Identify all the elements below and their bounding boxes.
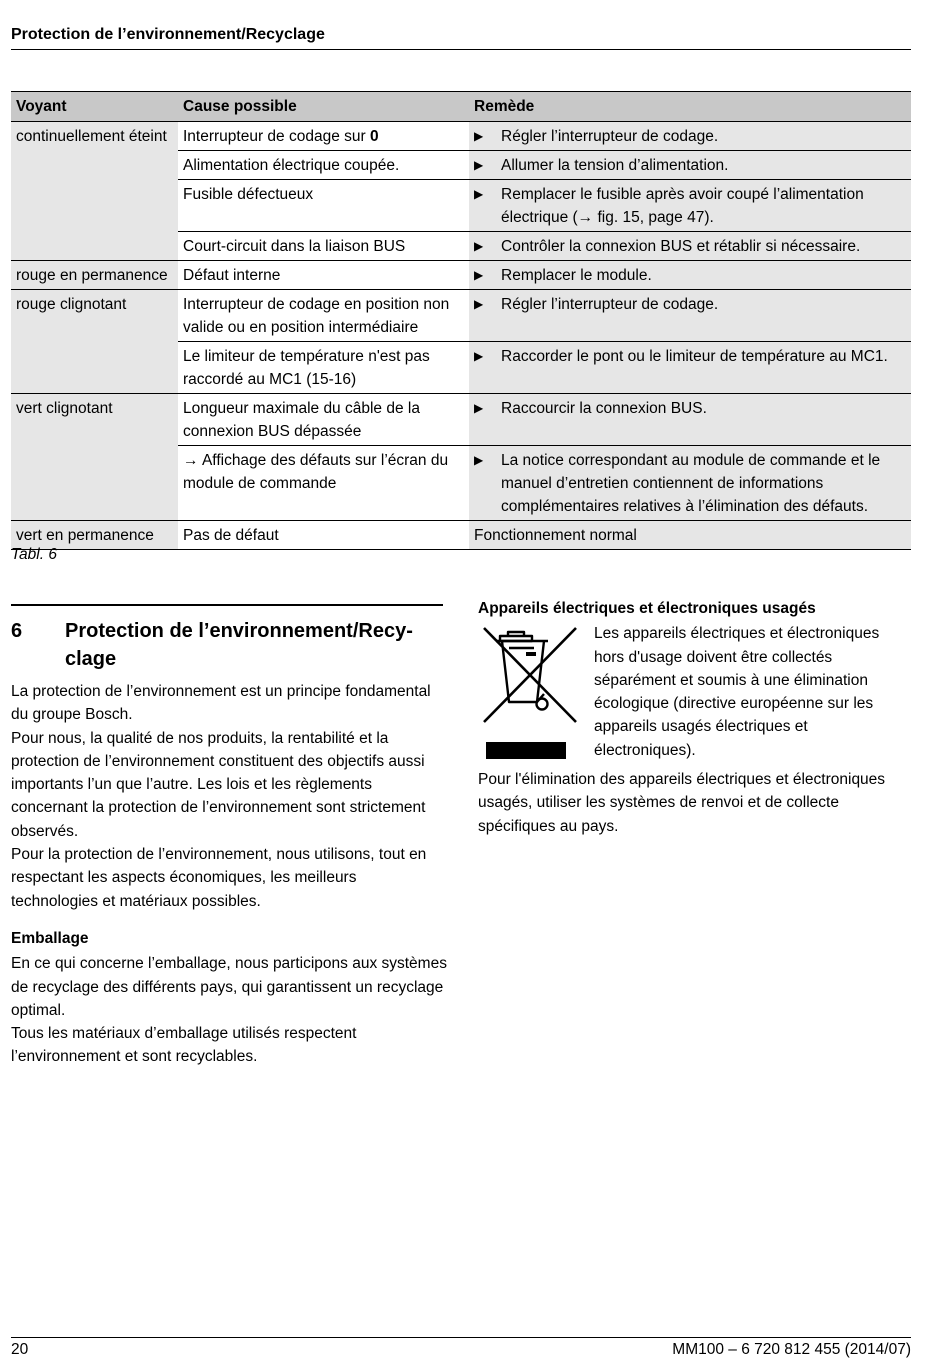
section-rule [11,604,443,606]
body-paragraph: La protection de l’environnement est un principe fondamental du groupe Bosch. [11,683,431,724]
table-caption: Tabl. 6 [11,546,57,563]
remedy-cell [469,261,911,290]
remedy-cell [469,122,911,151]
body-paragraph: Pour nous, la qualité de nos produits, la rentabilité et la protection de l’environnement constituent des objectifs aussi importants l’un que l’autre. Les lois et les règlements concernant la protection de l’environnement sont strictement observés. [11,729,426,840]
remedy-cell [469,342,911,394]
triangle-bullet-icon: ▶ [474,239,484,253]
running-header: Protection de l’environnement/Recyclage [11,26,325,43]
cause-cell: Le limiteur de température n'est pas raccordé au MC1 (15-16) [178,342,469,394]
packaging-heading: Emballage [11,929,89,947]
triangle-bullet-icon: ▶ [474,129,484,143]
triangle-bullet-icon: ▶ [474,297,484,311]
remedy-text: La notice correspondant au module de commande et le manuel d’entretien contiennent de informations complémentaires relatives à l’élimination des défauts. [501,452,881,515]
remedy-cell: Fonctionnement normal [469,521,911,550]
weee-paragraph: Pour l'élimination des appareils électriques et électroniques usagés, utiliser les systèmes de renvoi et de collecte spécifiques au pays. [478,771,886,835]
cause-cell: Alimentation électrique coupée. [178,151,469,180]
remedy-cell [469,394,911,446]
section-number: 6 [11,620,23,642]
remedy-cell [469,151,911,180]
table-row [11,521,911,550]
cause-cell: Interrupteur de codage en position non valide ou en position intermédiaire [178,290,469,342]
column-header-voyant: Voyant [11,92,178,122]
remedy-text: Régler l’interrupteur de codage. [501,296,719,313]
table-row [11,394,911,446]
voyant-cell: vert en permanence [11,521,178,550]
triangle-bullet-icon: ▶ [474,158,484,172]
page-number: 20 [11,1341,29,1358]
cause-cell: Longueur maximale du câble de la connexion BUS dépassée [178,394,469,446]
remedy-text: Remplacer le module. [501,267,652,284]
right-column [478,597,912,838]
cause-cell: → Affichage des défauts sur l’écran du module de commande [178,446,469,521]
table-row [11,122,911,151]
remedy-text: Raccourcir la connexion BUS. [501,400,707,417]
remedy-cell [469,290,911,342]
remedy-cell [469,180,911,232]
body-paragraph: En ce qui concerne l’emballage, nous participons aux systèmes de recyclage des différents pays, qui garantissent un recyclage optimal. [11,955,447,1019]
cause-cell: Défaut interne [178,261,469,290]
weee-paragraph: Les appareils électriques et électroniques hors d'usage doivent être collectés séparément et soumis à une élimination écologique (directive européenne sur les appareils usagés électriques et électroniques). [594,625,880,759]
header-rule [11,49,911,50]
document-reference: MM100 – 6 720 812 455 (2014/07) [672,1341,911,1358]
crossed-out-wheelie-bin-icon [478,624,582,766]
remedy-text: Régler l’interrupteur de codage. [501,128,719,145]
voyant-cell: rouge clignotant [11,290,178,394]
cause-bold-value: 0 [369,128,379,145]
cause-text: Interrupteur de codage sur [183,128,370,145]
remedy-text: Allumer la tension d’alimentation. [501,157,729,174]
section-heading [11,617,443,673]
body-paragraph: Tous les matériaux d’emballage utilisés respectent l’environnement et sont recyclables. [11,1025,357,1066]
voyant-cell: rouge en permanence [11,261,178,290]
body-paragraph: Pour la protection de l’environnement, nous utilisons, tout en respectant les aspects économiques, les meilleurs technologies et matériaux possibles. [11,846,427,910]
triangle-bullet-icon: ▶ [474,268,484,282]
cause-cell: Court-circuit dans la liaison BUS [178,232,469,261]
triangle-bullet-icon: ▶ [474,187,484,201]
triangle-bullet-icon: ▶ [474,453,484,467]
column-header-remede: Remède [469,92,911,122]
voyant-cell: continuellement éteint [11,122,178,261]
table-row [11,290,911,342]
fault-table [11,91,911,550]
triangle-bullet-icon: ▶ [474,401,484,415]
cause-cell: Fusible défectueux [178,180,469,232]
column-header-cause: Cause possible [178,92,469,122]
cause-cell [178,122,469,151]
remedy-text: Contrôler la connexion BUS et rétablir si nécessaire. [501,238,861,255]
remedy-cell [469,446,911,521]
remedy-text: Remplacer le fusible après avoir coupé l’alimentation électrique (→ fig. 15, page 47). [501,186,864,226]
weee-heading: Appareils électriques et électroniques usagés [478,600,816,617]
table-header-row [11,92,911,122]
left-column [11,680,447,1069]
cause-cell: Pas de défaut [178,521,469,550]
triangle-bullet-icon: ▶ [474,349,484,363]
voyant-cell: vert clignotant [11,394,178,521]
table-row [11,261,911,290]
section-title: Protection de l’environnement/Recy-clage [65,620,413,670]
remedy-cell [469,232,911,261]
remedy-text: Raccorder le pont ou le limiteur de température au MC1. [501,348,888,365]
footer-rule [11,1337,911,1338]
